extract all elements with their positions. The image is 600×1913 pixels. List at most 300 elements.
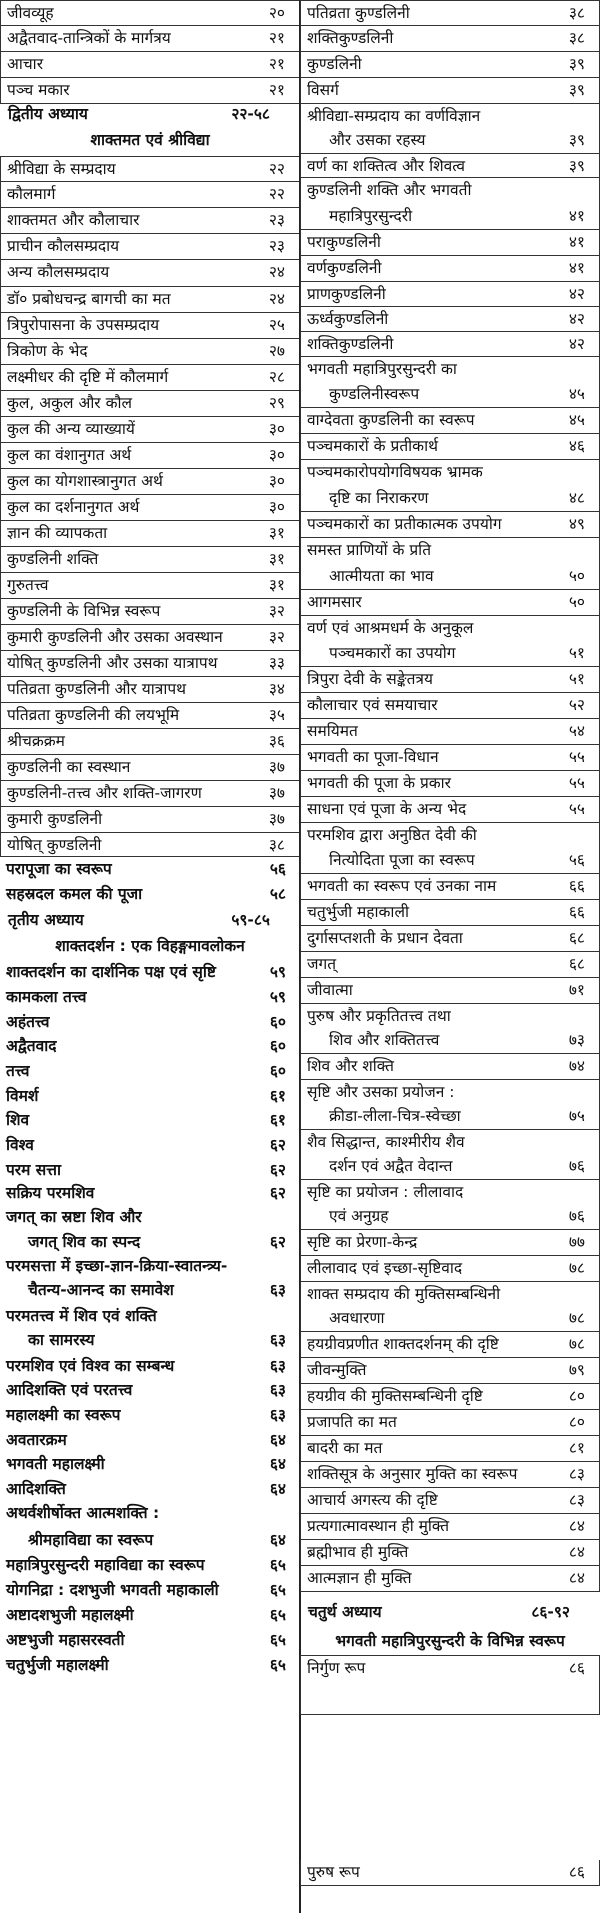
toc-entry-title: अवधारणा	[329, 1309, 385, 1327]
toc-entry-title: शाक्तदर्शन : एक विहङ्गमावलोकन	[55, 937, 245, 955]
toc-entry-title: हयग्रीवप्रणीत शाक्तदर्शनम् की दृष्टि	[307, 1335, 499, 1353]
toc-entry-page: ३४	[268, 680, 285, 698]
toc-entry-page: ७६	[568, 1157, 585, 1175]
toc-entry-title: परमतत्त्व में शिव एवं शक्ति	[6, 1307, 157, 1325]
toc-entry-title: शक्तिसूत्र के अनुसार मुक्ति का स्वरूप	[307, 1465, 518, 1483]
toc-entry	[0, 729, 300, 755]
toc-entry-page: ५६	[568, 851, 585, 869]
toc-entry	[300, 512, 600, 538]
toc-entry-title: कुण्डलिनी-तत्त्व और शक्ति-जागरण	[7, 784, 202, 802]
toc-entry	[300, 848, 600, 874]
toc-entry	[300, 154, 600, 178]
toc-entry	[0, 1230, 300, 1254]
toc-entry	[0, 1158, 300, 1181]
toc-entry-title: श्रीमहाविद्या का स्वरूप	[28, 1531, 154, 1549]
toc-entry-title: शाक्तदर्शन का दार्शनिक पक्ष एवं सृष्टि	[6, 963, 216, 981]
toc-entry	[0, 1553, 300, 1578]
toc-entry-page: ३१	[268, 550, 285, 568]
toc-entry-page: ६०	[269, 1013, 286, 1031]
toc-entry-title: सक्रिय परमशिव	[6, 1184, 95, 1202]
toc-entry-title: शिव और शक्ति	[307, 1057, 394, 1075]
toc-entry-page: ८४	[568, 1569, 585, 1587]
toc-entry-page: ५५	[568, 748, 585, 766]
toc-entry-title: सहस्रदल कमल की पूजा	[6, 885, 143, 903]
toc-entry-title: महात्रिपुरसुन्दरी	[329, 207, 413, 225]
toc-entry-title: दुर्गासप्तशती के प्रधान देवता	[307, 929, 463, 947]
toc-entry-page: २१	[268, 55, 285, 73]
toc-entry-title: त्रिकोण के भेद	[7, 342, 88, 360]
toc-entry-title: भगवती की पूजा के प्रकार	[307, 774, 452, 792]
toc-entry	[300, 104, 600, 128]
toc-entry-title: अवतारक्रम	[6, 1431, 67, 1449]
toc-entry-page: ६३	[269, 1281, 286, 1299]
toc-entry	[0, 469, 300, 495]
toc-entry-page: ३६	[268, 732, 285, 750]
toc-entry-title: जगत्	[307, 955, 337, 973]
toc-entry-title: महालक्ष्मी का स्वरूप	[6, 1406, 121, 1424]
toc-entry-title: समस्त प्राणियों के प्रति	[307, 541, 432, 559]
toc-entry-page: ७८	[568, 1335, 585, 1353]
toc-entry-page: ७८	[568, 1309, 585, 1327]
toc-entry-page: ३०	[268, 472, 285, 490]
toc-entry	[0, 1578, 300, 1603]
toc-entry	[300, 1180, 600, 1204]
toc-entry-page: ५५	[568, 774, 585, 792]
toc-entry-page: ३५	[268, 706, 285, 724]
toc-entry-title: कुण्डलिनी के विभिन्न स्वरूप	[7, 602, 161, 620]
toc-entry	[300, 926, 600, 952]
toc-entry-title: पञ्चमकारोपयोगविषयक भ्रामक	[307, 463, 483, 481]
toc-entry	[300, 564, 600, 590]
toc-entry-page: ८६	[568, 1659, 585, 1677]
toc-entry-title: श्रीविद्या-सम्प्रदाय का वर्णविज्ञान	[307, 107, 481, 125]
toc-entry	[0, 1328, 300, 1354]
toc-entry-page: ६२	[269, 1184, 286, 1202]
toc-entry-title: शिव	[6, 1111, 30, 1129]
toc-entry	[0, 1254, 300, 1278]
toc-entry	[0, 365, 300, 391]
toc-entry	[0, 625, 300, 651]
toc-entry-title: प्रत्यगात्मावस्थान ही मुक्ति	[307, 1517, 450, 1535]
toc-entry-title: चैतन्य-आनन्द का समावेश	[28, 1281, 174, 1299]
toc-entry-title: कौलाचार एवं समयाचार	[307, 696, 438, 714]
toc-entry-page: २४	[268, 263, 285, 281]
toc-entry-page: ६५	[269, 1556, 286, 1574]
toc-entry-title: कामकला तत्त्व	[6, 988, 87, 1006]
toc-entry	[300, 1358, 600, 1384]
toc-entry	[0, 573, 300, 599]
toc-entry-title: आत्मीयता का भाव	[329, 567, 434, 585]
toc-entry-title: शक्तिकुण्डलिनी	[307, 29, 394, 47]
toc-entry-page: ६५	[269, 1606, 286, 1624]
toc-entry-title: त्रिपुरोपासना के उपसम्प्रदाय	[7, 316, 160, 334]
toc-entry-title: कुमारी कुण्डलिनी और उसका अवस्थान	[7, 628, 223, 646]
toc-entry-title: का सामरस्य	[28, 1331, 95, 1349]
toc-entry	[0, 1059, 300, 1084]
toc-entry	[0, 1378, 300, 1403]
toc-entry-page: ६३	[269, 1381, 286, 1399]
toc-entry	[300, 1488, 600, 1514]
toc-entry-page: ४८	[568, 489, 585, 507]
toc-entry	[300, 178, 600, 204]
toc-entry	[0, 1501, 300, 1528]
toc-entry-title: पञ्चमकारों का प्रतीकात्मक उपयोग	[307, 515, 502, 533]
toc-entry-page: ६५	[269, 1656, 286, 1674]
toc-entry-page: ३०	[268, 498, 285, 516]
toc-entry	[300, 256, 600, 282]
toc-entry	[300, 1410, 600, 1436]
toc-entry	[0, 1034, 300, 1059]
toc-entry-title: प्रजापति का मत	[307, 1413, 397, 1431]
toc-entry-page: ७३	[568, 1031, 585, 1049]
toc-entry-page: ४५	[568, 385, 585, 403]
toc-entry-page: ५०	[568, 593, 585, 611]
toc-entry-page: ३१	[268, 576, 285, 594]
toc-entry-title: योगनिद्रा : दशभुजी भगवती महाकाली	[6, 1581, 219, 1599]
toc-entry-title: कौलमार्ग	[7, 185, 56, 203]
toc-entry-title: ब्रह्मीभाव ही मुक्ति	[307, 1543, 409, 1561]
toc-entry	[300, 952, 600, 978]
toc-entry-title: भगवती महात्रिपुरसुन्दरी का	[307, 360, 457, 378]
toc-entry-title: गुरुतत्त्व	[7, 576, 49, 594]
toc-entry	[0, 1452, 300, 1477]
toc-entry-title: आगमसार	[307, 593, 362, 611]
toc-entry	[0, 985, 300, 1010]
toc-entry	[300, 357, 600, 382]
toc-entry-page: २३	[268, 237, 285, 255]
toc-entry	[300, 590, 600, 616]
toc-entry-title: कुल, अकुल और कौल	[7, 394, 132, 412]
toc-entry	[300, 693, 600, 719]
toc-entry-title: परमशिव द्वारा अनुष्ठित देवी की	[307, 826, 477, 844]
toc-entry	[300, 1566, 600, 1592]
toc-entry-title: बादरी का मत	[307, 1439, 383, 1457]
toc-entry	[300, 1204, 600, 1230]
toc-entry-page: ३०	[268, 420, 285, 438]
toc-entry-page: ८६-९२	[531, 1603, 570, 1621]
toc-entry-title: डॉ० प्रबोधचन्द्र बागची का मत	[7, 290, 171, 308]
toc-entry-title: जीवात्मा	[307, 981, 353, 999]
toc-entry-page: ६२	[269, 1161, 286, 1179]
chapter-title	[0, 128, 300, 156]
toc-entry	[300, 460, 600, 486]
toc-entry	[300, 1860, 600, 1886]
toc-entry-title: कुल का योगशास्त्रानुगत अर्थ	[7, 472, 163, 490]
toc-entry-page: ६१	[269, 1087, 286, 1105]
toc-entry-page: ३८	[268, 836, 285, 854]
toc-entry	[300, 282, 600, 307]
toc-entry	[0, 960, 300, 985]
toc-entry	[0, 1084, 300, 1108]
toc-entry-page: ६०	[269, 1062, 286, 1080]
toc-entry-title: महात्रिपुरसुन्दरी महाविद्या का स्वरूप	[6, 1556, 205, 1574]
toc-entry	[300, 797, 600, 823]
toc-entry-title: पुरुष और प्रकृतितत्त्व तथा	[307, 1007, 451, 1025]
toc-entry-title: सृष्टि और उसका प्रयोजन :	[307, 1083, 455, 1101]
toc-entry	[300, 1332, 600, 1358]
toc-entry-page: ८०	[568, 1413, 585, 1431]
toc-entry	[300, 1080, 600, 1104]
toc-entry	[300, 128, 600, 154]
toc-entry-page: ७९	[568, 1361, 585, 1379]
toc-entry	[300, 434, 600, 460]
toc-entry	[300, 52, 600, 78]
toc-entry-page: ५९	[269, 963, 286, 981]
toc-entry	[300, 1054, 600, 1080]
toc-entry-page: ४१	[568, 259, 585, 277]
toc-entry	[300, 1514, 600, 1540]
chapter-heading	[0, 908, 300, 934]
toc-entry	[300, 538, 600, 564]
toc-entry-title: सृष्टि का प्रयोजन : लीलावाद	[307, 1183, 464, 1201]
toc-entry-page: ५५	[568, 800, 585, 818]
toc-entry-page: ३९	[568, 131, 585, 149]
toc-entry-title: जीवन्मुक्ति	[307, 1361, 367, 1379]
toc-entry-title: द्वितीय अध्याय	[8, 105, 88, 123]
toc-entry	[300, 1436, 600, 1462]
toc-entry-page: ३०	[268, 446, 285, 464]
toc-entry	[0, 339, 300, 365]
toc-entry-page: ५८	[269, 885, 286, 903]
toc-entry-title: सृष्टि का प्रेरणा-केन्द्र	[307, 1233, 418, 1251]
toc-entry-title: कुण्डलिनी का स्वस्थान	[7, 758, 131, 776]
toc-entry-page: ६५	[269, 1631, 286, 1649]
toc-entry-title: आचार्य अगस्त्य की दृष्टि	[307, 1491, 438, 1509]
toc-entry-title: तृतीय अध्याय	[8, 911, 84, 929]
toc-entry-page: ८३	[568, 1465, 585, 1483]
toc-entry	[300, 78, 600, 104]
toc-entry-page: ६४	[269, 1531, 286, 1549]
toc-entry	[300, 874, 600, 900]
toc-entry-title: क्रीडा-लीला-चित्र-स्वेच्छा	[329, 1107, 461, 1125]
toc-entry-page: ८०	[568, 1387, 585, 1405]
toc-entry	[300, 1104, 600, 1130]
toc-entry-title: तत्त्व	[6, 1062, 30, 1080]
toc-entry	[0, 1133, 300, 1158]
toc-entry-page: ३८	[568, 4, 585, 22]
toc-entry	[300, 307, 600, 332]
toc-entry	[300, 1004, 600, 1028]
toc-entry-page: ५९-८५	[231, 911, 270, 929]
toc-entry	[300, 1154, 600, 1180]
toc-entry	[300, 1130, 600, 1154]
toc-entry-title: लीलावाद एवं इच्छा-सृष्टिवाद	[307, 1259, 463, 1277]
toc-entry-title: अष्टादशभुजी महालक्ष्मी	[6, 1606, 134, 1624]
toc-entry-page: ६६	[568, 877, 585, 895]
toc-entry	[300, 0, 600, 26]
toc-entry	[0, 857, 300, 882]
toc-entry-title: एवं अनुग्रह	[329, 1207, 389, 1225]
toc-entry-title: वर्णकुण्डलिनी	[307, 259, 382, 277]
toc-entry-page: ८६	[568, 1863, 585, 1881]
toc-entry-title: कुल की अन्य व्याख्यायें	[7, 420, 135, 438]
toc-entry-page: ६१	[269, 1111, 286, 1129]
toc-entry	[0, 1108, 300, 1133]
toc-entry-title: ज्ञान की व्यापकता	[7, 524, 108, 542]
toc-entry-title: पराकुण्डलिनी	[307, 233, 381, 251]
chapter-title	[0, 934, 300, 960]
toc-entry	[0, 781, 300, 807]
toc-entry	[0, 1477, 300, 1501]
toc-entry	[300, 332, 600, 357]
toc-entry-title: दर्शन एवं अद्वैत वेदान्त	[329, 1157, 453, 1175]
toc-entry-title: विमर्श	[6, 1087, 39, 1105]
toc-entry-title: अद्वैतवाद-तान्त्रिकों के मार्गत्रय	[7, 29, 171, 47]
toc-entry-title: भगवती महात्रिपुरसुन्दरी के विभिन्न स्वरूप	[335, 1632, 565, 1650]
toc-entry-title: आत्मज्ञान ही मुक्ति	[307, 1569, 412, 1587]
toc-entry-page: ४१	[568, 233, 585, 251]
toc-entry	[0, 391, 300, 417]
toc-entry-page: २४	[268, 290, 285, 308]
toc-entry-title: हयग्रीव की मुक्तिसम्बन्धिनी दृष्टि	[307, 1387, 483, 1405]
toc-entry-title: पतिव्रता कुण्डलिनी	[307, 4, 410, 22]
toc-entry	[0, 1354, 300, 1378]
toc-entry	[300, 1462, 600, 1488]
toc-entry-title: पञ्चमकारों का उपयोग	[329, 644, 456, 662]
toc-entry-page: २५	[268, 316, 285, 334]
toc-entry-page: ३७	[268, 784, 285, 802]
chapter-heading	[300, 1600, 600, 1626]
toc-entry-title: दृष्टि का निराकरण	[329, 489, 429, 507]
toc-entry-title: जगत् का स्रष्टा शिव और	[6, 1208, 142, 1226]
toc-entry-page: ६३	[269, 1331, 286, 1349]
toc-entry-page: ३७	[268, 810, 285, 828]
toc-entry-page: ५१	[568, 644, 585, 662]
toc-entry-page: ३१	[268, 524, 285, 542]
toc-entry	[300, 745, 600, 771]
toc-entry	[0, 651, 300, 677]
toc-entry	[0, 1603, 300, 1628]
toc-entry-page: ५१	[568, 670, 585, 688]
toc-entry-title: अथर्वशीर्षोक्त आत्मशक्ति :	[6, 1504, 160, 1522]
toc-entry-title: पुरुष रूप	[307, 1863, 360, 1881]
toc-entry	[0, 677, 300, 703]
toc-entry-page: ७६	[568, 1207, 585, 1225]
toc-entry	[0, 156, 300, 182]
toc-entry	[0, 547, 300, 573]
toc-entry	[300, 1282, 600, 1306]
toc-entry-title: नित्योदिता पूजा का स्वरूप	[329, 851, 475, 869]
toc-entry	[0, 1010, 300, 1034]
toc-entry	[300, 771, 600, 797]
toc-entry-title: आदिशक्ति एवं परतत्त्व	[6, 1381, 133, 1399]
toc-entry-title: भगवती महालक्ष्मी	[6, 1455, 105, 1473]
toc-entry	[300, 230, 600, 256]
toc-entry-page: ३८	[568, 29, 585, 47]
toc-entry-title: योषित् कुण्डलिनी	[7, 836, 102, 854]
toc-entry-page: ६४	[269, 1431, 286, 1449]
toc-entry-title: वर्ण एवं आश्रमधर्म के अनुकूल	[307, 619, 474, 637]
toc-entry-title: प्राचीन कौलसम्प्रदाय	[7, 237, 120, 255]
toc-entry	[0, 495, 300, 521]
toc-entry-page: ४६	[568, 437, 585, 455]
toc-entry-title: भगवती का स्वरूप एवं उनका नाम	[307, 877, 497, 895]
toc-entry	[0, 417, 300, 443]
toc-entry-title: कुल का दर्शनानुगत अर्थ	[7, 498, 140, 516]
toc-entry	[300, 486, 600, 512]
toc-entry	[0, 26, 300, 52]
toc-entry-title: परमसत्ता में इच्छा-ज्ञान-क्रिया-स्वातन्त्र्य-	[6, 1257, 228, 1275]
toc-entry-page: २८	[268, 368, 285, 386]
toc-entry	[300, 382, 600, 408]
toc-entry	[0, 1181, 300, 1205]
toc-entry-page: २३	[268, 211, 285, 229]
toc-entry-page: ६०	[269, 1037, 286, 1055]
toc-entry-page: ८४	[568, 1517, 585, 1535]
toc-entry	[300, 204, 600, 230]
toc-entry	[0, 807, 300, 833]
toc-entry-page: ६५	[269, 1581, 286, 1599]
toc-entry-title: कुमारी कुण्डलिनी	[7, 810, 103, 828]
toc-entry	[0, 1205, 300, 1230]
toc-entry-title: पतिव्रता कुण्डलिनी और यात्रापथ	[7, 680, 187, 698]
toc-entry	[300, 667, 600, 693]
toc-entry-page: ५६	[269, 860, 286, 878]
toc-entry-page: ६३	[269, 1357, 286, 1375]
toc-entry-page: ७८	[568, 1259, 585, 1277]
toc-entry-page: ७४	[568, 1057, 585, 1075]
toc-entry-page: २२	[268, 160, 285, 178]
toc-entry	[300, 1655, 600, 1715]
toc-entry-page: ३७	[268, 758, 285, 776]
toc-entry-page: २७	[268, 342, 285, 360]
toc-entry	[0, 260, 300, 287]
toc-entry-title: प्राणकुण्डलिनी	[307, 285, 386, 303]
toc-entry-title: वर्ण का शक्तित्व और शिवत्व	[307, 157, 465, 175]
toc-entry	[0, 833, 300, 857]
toc-entry-title: अन्य कौलसम्प्रदाय	[7, 263, 110, 281]
toc-entry-title: श्रीचक्रक्रम	[7, 732, 65, 750]
toc-entry-title: आचार	[7, 55, 44, 73]
toc-entry-title: कुण्डलिनी शक्ति और भगवती	[307, 181, 472, 199]
toc-entry-page: २९	[268, 394, 285, 412]
toc-entry	[300, 1384, 600, 1410]
toc-entry	[0, 521, 300, 547]
toc-entry-title: कुण्डलिनीस्वरूप	[329, 385, 420, 403]
toc-entry-title: जीवव्यूह	[7, 4, 54, 22]
toc-entry-page: ६२	[269, 1233, 286, 1251]
toc-entry-page: ५९	[269, 988, 286, 1006]
toc-entry	[0, 755, 300, 781]
toc-entry-page: ८३	[568, 1491, 585, 1509]
toc-entry-title: अद्वैतवाद	[6, 1037, 57, 1055]
toc-entry	[300, 1230, 600, 1256]
toc-entry	[0, 599, 300, 625]
toc-entry-title: विसर्ग	[307, 81, 339, 99]
toc-entry	[0, 1403, 300, 1428]
toc-entry	[300, 641, 600, 667]
toc-entry-page: ८४	[568, 1543, 585, 1561]
toc-entry-title: परापूजा का स्वरूप	[6, 860, 112, 878]
toc-entry-title: कुण्डलिनी	[307, 55, 362, 73]
toc-entry	[300, 1540, 600, 1566]
toc-entry	[300, 900, 600, 926]
toc-entry-page: ७५	[568, 1107, 585, 1125]
toc-entry	[0, 52, 300, 78]
toc-entry	[0, 1653, 300, 1678]
toc-entry-title: और उसका रहस्य	[329, 131, 426, 149]
toc-entry-page: ३२	[268, 628, 285, 646]
toc-entry-title: पतिव्रता कुण्डलिनी की लयभूमि	[7, 706, 180, 724]
toc-entry-title: अहंतत्त्व	[6, 1013, 50, 1031]
toc-entry-page: ६४	[269, 1480, 286, 1498]
toc-entry-title: शाक्तमत और कौलाचार	[7, 211, 140, 229]
toc-entry-title: योषित् कुण्डलिनी और उसका यात्रापथ	[7, 654, 218, 672]
toc-entry-title: त्रिपुरा देवी के सङ्केतत्रय	[307, 670, 433, 688]
toc-entry	[0, 1304, 300, 1328]
toc-entry-title: शैव सिद्धान्त, काश्मीरीय शैव	[307, 1133, 465, 1151]
toc-entry-page: २२-५८	[231, 105, 270, 123]
